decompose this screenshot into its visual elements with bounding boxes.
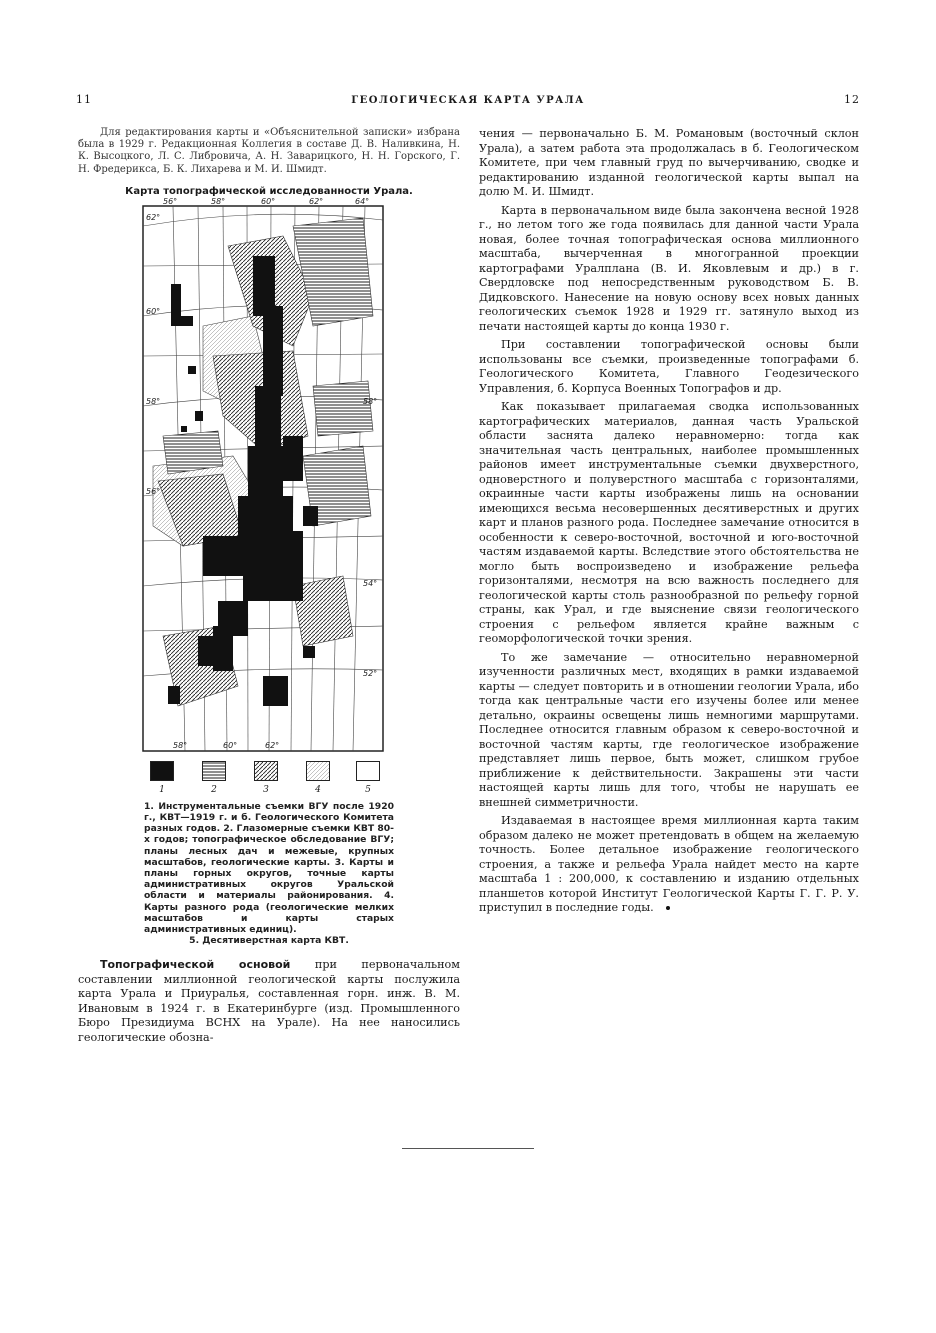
legend-num: 2 <box>211 784 217 795</box>
legend-swatch-3 <box>254 761 278 781</box>
legend-swatch-1 <box>150 761 174 781</box>
page-number-right: 12 <box>844 93 860 106</box>
legend-num: 3 <box>263 784 269 795</box>
lon-label: 58° <box>211 196 226 206</box>
hlines-swatch <box>203 762 225 780</box>
editorial-board-note: Для редактирования карты и «Объяснительной записки» избрана была в 1929 г. Редакционная Коллегия в составе Д. В. Наливкина, Н. К. Высоцкого, Л. С. Либровича, А. Н. Заварицкого, Н. Н. Горского, Г. Н. Фредерикса, Б. К. Лихарева и М. И. Шмидт. <box>78 127 460 175</box>
legend-swatch-5 <box>356 761 380 781</box>
map-title: Карта топографической исследованности Урала. <box>125 185 413 197</box>
legend-num: 1 <box>159 784 165 795</box>
lat-label: 60° <box>146 306 161 316</box>
lat-label: 58° <box>363 396 378 406</box>
area-class-2 <box>313 381 373 436</box>
paragraph: чения — первоначально Б. М. Романовым (восточный склон Урала), а затем работа эта продолжалась в б. Геологическом Комитете, при чем главный груд по вычерчиванию, сводке и редактированию изданной геологической карты выпал на долю М. И. Шмидт. <box>479 127 859 198</box>
legend-num: 4 <box>315 784 321 795</box>
diag-swatch <box>255 762 277 780</box>
paragraph: Как показывает прилагаемая сводка использованных картографических материалов, данная часть Уральской области заснята далеко неравномерно: тогда как значительная часть центральных, наиболее промышленных районов имеет инструментальные съемки двухверстного, одноверстного и полуверстного масштаба с горизонталями, окраинные части карты изображены лишь на основании имеющихся весьма несовершенных десятиверстных и других карт и планов разного рода. Последнее замечание относится в особенности к северо-восточной, восточной и юго-восточной частям издаваемой карты. Вследствие этого обстоятельства не могло быть воспроизведено и изображение рельефа горизонталями, несмотря на всю важность последнего для геологической карты столь разнообразной по рельефу горной страны, как Урал, и где выяснение связи геологического строения с рельефом является крайне важным с геоморфологической точки зрения. <box>479 400 859 645</box>
legend-body: 1. Инструментальные съемки ВГУ после 1920 г., КВТ—1919 г. и б. Геологического Комитета разных годов. 2. Глазомерные съемки КВТ 80-х годов; топографическое обследование ВГУ; планы лесных дач и межевые, крупных масштабов, геологические карты. 3. Карты и планы горных округов, точные карты административных округов Уральской области и материалы районирования. 4. Карты разного рода (геологические мелких масштабов и карты старых административных единиц). <box>144 800 394 936</box>
lon-label: 56° <box>163 196 178 206</box>
paragraph <box>479 814 859 916</box>
dotted-swatch <box>307 762 329 780</box>
map-svg <box>143 196 383 751</box>
paragraph: При составлении топографической основы были использованы все съемки, произведенные топографами б. Геологического Комитета, Главного Геодезического Управления, б. Корпуса Военных Топографов и др. <box>479 338 859 395</box>
lon-label: 60° <box>223 740 238 750</box>
page-header <box>76 93 860 111</box>
topographic-basis-paragraph <box>78 958 460 1045</box>
paragraph-rest: при первоначальном составлении миллионной геологической карты послужила карта Урала и Приуралья, составленная горн. инж. В. М. Ивановым в 1924 г. в Екатеринбурге (изд. Промышленного Бюро Президиума ВСНХ на Урале). На нее наносились геологические обозна- <box>78 958 460 1044</box>
paragraph-lead: Топографической основой <box>100 958 291 972</box>
paragraph: Карта в первоначальном виде была закончена весной 1928 г., но летом того же года появилась для данной части Урала новая, более точная топографическая основа миллионного масштаба, вычерченная в многогранной проекции картографами Уралплана (В. И. Яковлевым и др.) в г. Свердловске под непосредственным руководством Б. В. Дидковского. Нанесение на новую основу всех новых данных геологических съемок 1928 и 1929 гг. затянуло выход из печати настоящей карты до конца 1930 г. <box>479 203 859 333</box>
legend-swatch-2 <box>202 761 226 781</box>
bottom-rule <box>402 1148 534 1149</box>
legend-description <box>144 801 394 947</box>
topographic-map-figure <box>143 196 383 751</box>
dot-mark <box>666 906 670 910</box>
map-legend <box>78 761 460 801</box>
lat-label: 52° <box>363 668 378 678</box>
lon-label: 62° <box>309 196 324 206</box>
page-number-left: 11 <box>76 93 92 106</box>
running-title: ГЕОЛОГИЧЕСКАЯ КАРТА УРАЛА <box>351 95 585 106</box>
paragraph: То же замечание — относительно неравномерной изученности различных мест, входящих в рамки издаваемой карты — следует повторить и в отношении геологии Урала, ибо тогда как центральные части его изучены более или менее детально, окраины освещены лишь немногими маршрутами. Последнее относится главным образом к северо-восточной и восточной частям карты, где геологическое изображение представляет лишь первое, быть может, слишком грубое приближение к действительности. Закрашены эти части настоящей карты лишь для того, чтобы не нарушать ее внешней симметричности. <box>479 650 859 809</box>
legend-swatch-4 <box>306 761 330 781</box>
legend-num: 5 <box>365 784 371 795</box>
lat-label: 56° <box>146 486 161 496</box>
lon-label: 62° <box>265 740 280 750</box>
area-class-2 <box>163 431 223 474</box>
lon-label: 60° <box>261 196 276 206</box>
right-column <box>479 127 859 916</box>
lat-label: 58° <box>146 396 161 406</box>
paragraph-text: Издаваемая в настоящее время миллионная карта таким образом далеко не может претендовать в общем на желаемую точность. Более детальное изображение геологического строения, а также и рельефа Урала найдет место на карте масштаба 1 : 200,000, к составлению и изданию отдельных планшетов которой Институт Геологической Карты Г. Г. Р. У. приступил в последние годы. <box>479 814 859 914</box>
lon-label: 58° <box>173 740 188 750</box>
left-column <box>78 127 460 1045</box>
lat-label: 54° <box>363 578 378 588</box>
legend-last: 5. Десятиверстная карта КВТ. <box>189 935 349 947</box>
lon-label: 64° <box>355 196 370 206</box>
lat-label: 62° <box>146 212 161 222</box>
